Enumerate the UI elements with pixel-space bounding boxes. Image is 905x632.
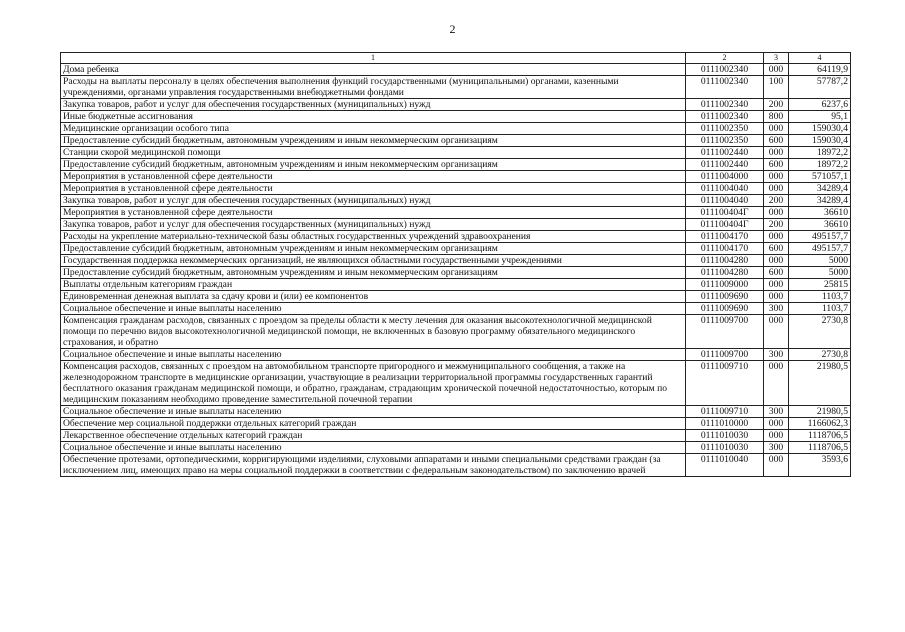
cell-kvr: 000 — [764, 123, 789, 135]
table-row — [61, 303, 851, 315]
cell-code: 0111009000 — [686, 279, 764, 291]
cell-sum: 57787,2 — [789, 76, 851, 99]
cell-code: 0111004170 — [686, 243, 764, 255]
cell-kvr: 000 — [764, 454, 789, 477]
cell-name: Предоставление субсидий бюджетным, автономным учреждениям и иным некоммерческим организациям — [61, 243, 686, 255]
cell-code: 011100404Г — [686, 219, 764, 231]
cell-sum: 5000 — [789, 267, 851, 279]
column-header-name: 1 — [61, 53, 686, 64]
table-row — [61, 64, 851, 76]
table-row — [61, 418, 851, 430]
cell-kvr: 000 — [764, 279, 789, 291]
cell-code: 0111002440 — [686, 147, 764, 159]
cell-code: 0111010030 — [686, 430, 764, 442]
cell-kvr: 200 — [764, 99, 789, 111]
cell-code: 0111002350 — [686, 135, 764, 147]
cell-kvr: 000 — [764, 147, 789, 159]
cell-kvr: 300 — [764, 303, 789, 315]
cell-kvr: 000 — [764, 183, 789, 195]
table-row — [61, 231, 851, 243]
cell-kvr: 000 — [764, 418, 789, 430]
cell-sum: 5000 — [789, 255, 851, 267]
cell-sum: 6237,6 — [789, 99, 851, 111]
cell-kvr: 300 — [764, 406, 789, 418]
table-row — [61, 76, 851, 99]
cell-name: Социальное обеспечение и иные выплаты населению — [61, 406, 686, 418]
cell-code: 0111004000 — [686, 171, 764, 183]
cell-name: Дома ребенка — [61, 64, 686, 76]
cell-code: 0111004280 — [686, 267, 764, 279]
table-row — [61, 147, 851, 159]
table-row — [61, 454, 851, 477]
cell-kvr: 000 — [764, 361, 789, 406]
cell-sum: 495157,7 — [789, 231, 851, 243]
cell-code: 0111010040 — [686, 454, 764, 477]
cell-name: Предоставление субсидий бюджетным, автономным учреждениям и иным некоммерческим организациям — [61, 159, 686, 171]
cell-code: 0111004040 — [686, 183, 764, 195]
table-body — [61, 64, 851, 477]
cell-sum: 3593,6 — [789, 454, 851, 477]
table-row — [61, 406, 851, 418]
cell-name: Социальное обеспечение и иные выплаты населению — [61, 442, 686, 454]
cell-sum: 1166062,3 — [789, 418, 851, 430]
cell-sum: 34289,4 — [789, 183, 851, 195]
cell-code: 0111009700 — [686, 315, 764, 349]
column-header-kvr: 3 — [764, 53, 789, 64]
cell-kvr: 600 — [764, 267, 789, 279]
cell-sum: 159030,4 — [789, 123, 851, 135]
cell-code: 0111004280 — [686, 255, 764, 267]
cell-sum: 1118706,5 — [789, 430, 851, 442]
cell-kvr: 000 — [764, 171, 789, 183]
cell-kvr: 000 — [764, 315, 789, 349]
table-row — [61, 99, 851, 111]
column-header-code: 2 — [686, 53, 764, 64]
cell-name: Предоставление субсидий бюджетным, автономным учреждениям и иным некоммерческим организациям — [61, 135, 686, 147]
cell-code: 0111002440 — [686, 159, 764, 171]
table-row — [61, 207, 851, 219]
cell-kvr: 600 — [764, 135, 789, 147]
cell-kvr: 300 — [764, 442, 789, 454]
cell-kvr: 800 — [764, 111, 789, 123]
cell-code: 0111002340 — [686, 99, 764, 111]
page-number: 2 — [449, 22, 456, 36]
cell-code: 0111002340 — [686, 64, 764, 76]
cell-sum: 34289,4 — [789, 195, 851, 207]
cell-code: 0111004040 — [686, 195, 764, 207]
cell-name: Единовременная денежная выплата за сдачу крови и (или) ее компонентов — [61, 291, 686, 303]
cell-kvr: 200 — [764, 219, 789, 231]
cell-kvr: 600 — [764, 243, 789, 255]
table-row — [61, 171, 851, 183]
column-header-sum: 4 — [789, 53, 851, 64]
table-row — [61, 195, 851, 207]
cell-kvr: 000 — [764, 255, 789, 267]
cell-sum: 571057,1 — [789, 171, 851, 183]
cell-sum: 21980,5 — [789, 361, 851, 406]
cell-kvr: 000 — [764, 291, 789, 303]
table-row — [61, 123, 851, 135]
cell-kvr: 300 — [764, 349, 789, 361]
cell-name: Обеспечение мер социальной поддержки отдельных категорий граждан — [61, 418, 686, 430]
cell-kvr: 000 — [764, 430, 789, 442]
cell-code: 0111002340 — [686, 76, 764, 99]
cell-name: Станции скорой медицинской помощи — [61, 147, 686, 159]
table-row — [61, 430, 851, 442]
cell-name: Расходы на выплаты персоналу в целях обеспечения выполнения функций государственными (муниципальными) органами, казенными учреждениями, органами управления государственными внебюджетными фондами — [61, 76, 686, 99]
cell-name: Компенсация гражданам расходов, связанных с проездом за пределы области к месту лечения для оказания высокотехнологичной медицинской помощи по перечню видов высокотехнологичной медицинской помощи, не включенных в базовую программу обязательного медицинского страхования, и обратно — [61, 315, 686, 349]
cell-name: Государственная поддержка некоммерческих организаций, не являющихся областными государственными учреждениями — [61, 255, 686, 267]
cell-sum: 159030,4 — [789, 135, 851, 147]
cell-kvr: 000 — [764, 64, 789, 76]
table-row — [61, 219, 851, 231]
cell-sum: 21980,5 — [789, 406, 851, 418]
cell-name: Выплаты отдельным категориям граждан — [61, 279, 686, 291]
cell-code: 011100404Г — [686, 207, 764, 219]
cell-sum: 36610 — [789, 207, 851, 219]
cell-sum: 64119,9 — [789, 64, 851, 76]
table-row — [61, 111, 851, 123]
table-row — [61, 442, 851, 454]
cell-code: 0111004170 — [686, 231, 764, 243]
cell-name: Закупка товаров, работ и услуг для обеспечения государственных (муниципальных) нужд — [61, 195, 686, 207]
table-row — [61, 183, 851, 195]
cell-kvr: 000 — [764, 207, 789, 219]
cell-sum: 1103,7 — [789, 291, 851, 303]
table-row — [61, 361, 851, 406]
table-row — [61, 159, 851, 171]
cell-code: 0111009710 — [686, 361, 764, 406]
cell-sum: 2730,8 — [789, 349, 851, 361]
cell-kvr: 000 — [764, 231, 789, 243]
cell-sum: 1118706,5 — [789, 442, 851, 454]
cell-name: Компенсация расходов, связанных с проездом на автомобильном транспорте пригородного и межмуниципального сообщения, а также на железнодорожном транспорте в медицинские организации, участвующие в реализации территориальной программы государственных гарантий бесплатного оказания гражданам медицинской помощи, и обратно, гражданам, страдающим хронической почечной недостаточностью, которым по медицинским показаниям необходимо проведение заместительной почечной терапии — [61, 361, 686, 406]
cell-name: Мероприятия в установленной сфере деятельности — [61, 171, 686, 183]
cell-code: 0111010030 — [686, 442, 764, 454]
cell-name: Мероприятия в установленной сфере деятельности — [61, 207, 686, 219]
table-row — [61, 243, 851, 255]
cell-name: Иные бюджетные ассигнования — [61, 111, 686, 123]
table-row — [61, 267, 851, 279]
cell-name: Обеспечение протезами, ортопедическими, корригирующими изделиями, слуховыми аппаратами и иными специальными средствами граждан (за исключением лиц, имеющих право на меры социальной поддержки в соответствии с федеральным законодательством) по заключению врачей — [61, 454, 686, 477]
table-header-row — [61, 53, 851, 64]
cell-name: Закупка товаров, работ и услуг для обеспечения государственных (муниципальных) нужд — [61, 99, 686, 111]
table-row — [61, 135, 851, 147]
cell-sum: 25815 — [789, 279, 851, 291]
cell-code: 0111009710 — [686, 406, 764, 418]
cell-kvr: 100 — [764, 76, 789, 99]
cell-sum: 1103,7 — [789, 303, 851, 315]
cell-sum: 2730,8 — [789, 315, 851, 349]
cell-code: 0111009690 — [686, 303, 764, 315]
cell-name: Мероприятия в установленной сфере деятельности — [61, 183, 686, 195]
table-row — [61, 291, 851, 303]
cell-name: Медицинские организации особого типа — [61, 123, 686, 135]
table-row — [61, 349, 851, 361]
cell-code: 0111009690 — [686, 291, 764, 303]
cell-sum: 36610 — [789, 219, 851, 231]
cell-sum: 18972,2 — [789, 159, 851, 171]
cell-code: 0111002340 — [686, 111, 764, 123]
cell-sum: 95,1 — [789, 111, 851, 123]
cell-kvr: 600 — [764, 159, 789, 171]
cell-code: 0111009700 — [686, 349, 764, 361]
cell-name: Закупка товаров, работ и услуг для обеспечения государственных (муниципальных) нужд — [61, 219, 686, 231]
cell-name: Социальное обеспечение и иные выплаты населению — [61, 303, 686, 315]
cell-name: Расходы на укрепление материально-технической базы областных государственных учреждений здравоохранения — [61, 231, 686, 243]
table-row — [61, 279, 851, 291]
table-row — [61, 315, 851, 349]
cell-name: Лекарственное обеспечение отдельных категорий граждан — [61, 430, 686, 442]
cell-sum: 495157,7 — [789, 243, 851, 255]
cell-sum: 18972,2 — [789, 147, 851, 159]
cell-kvr: 200 — [764, 195, 789, 207]
cell-code: 0111010000 — [686, 418, 764, 430]
table-row — [61, 255, 851, 267]
budget-table — [60, 52, 851, 477]
cell-name: Социальное обеспечение и иные выплаты населению — [61, 349, 686, 361]
cell-name: Предоставление субсидий бюджетным, автономным учреждениям и иным некоммерческим организациям — [61, 267, 686, 279]
cell-code: 0111002350 — [686, 123, 764, 135]
